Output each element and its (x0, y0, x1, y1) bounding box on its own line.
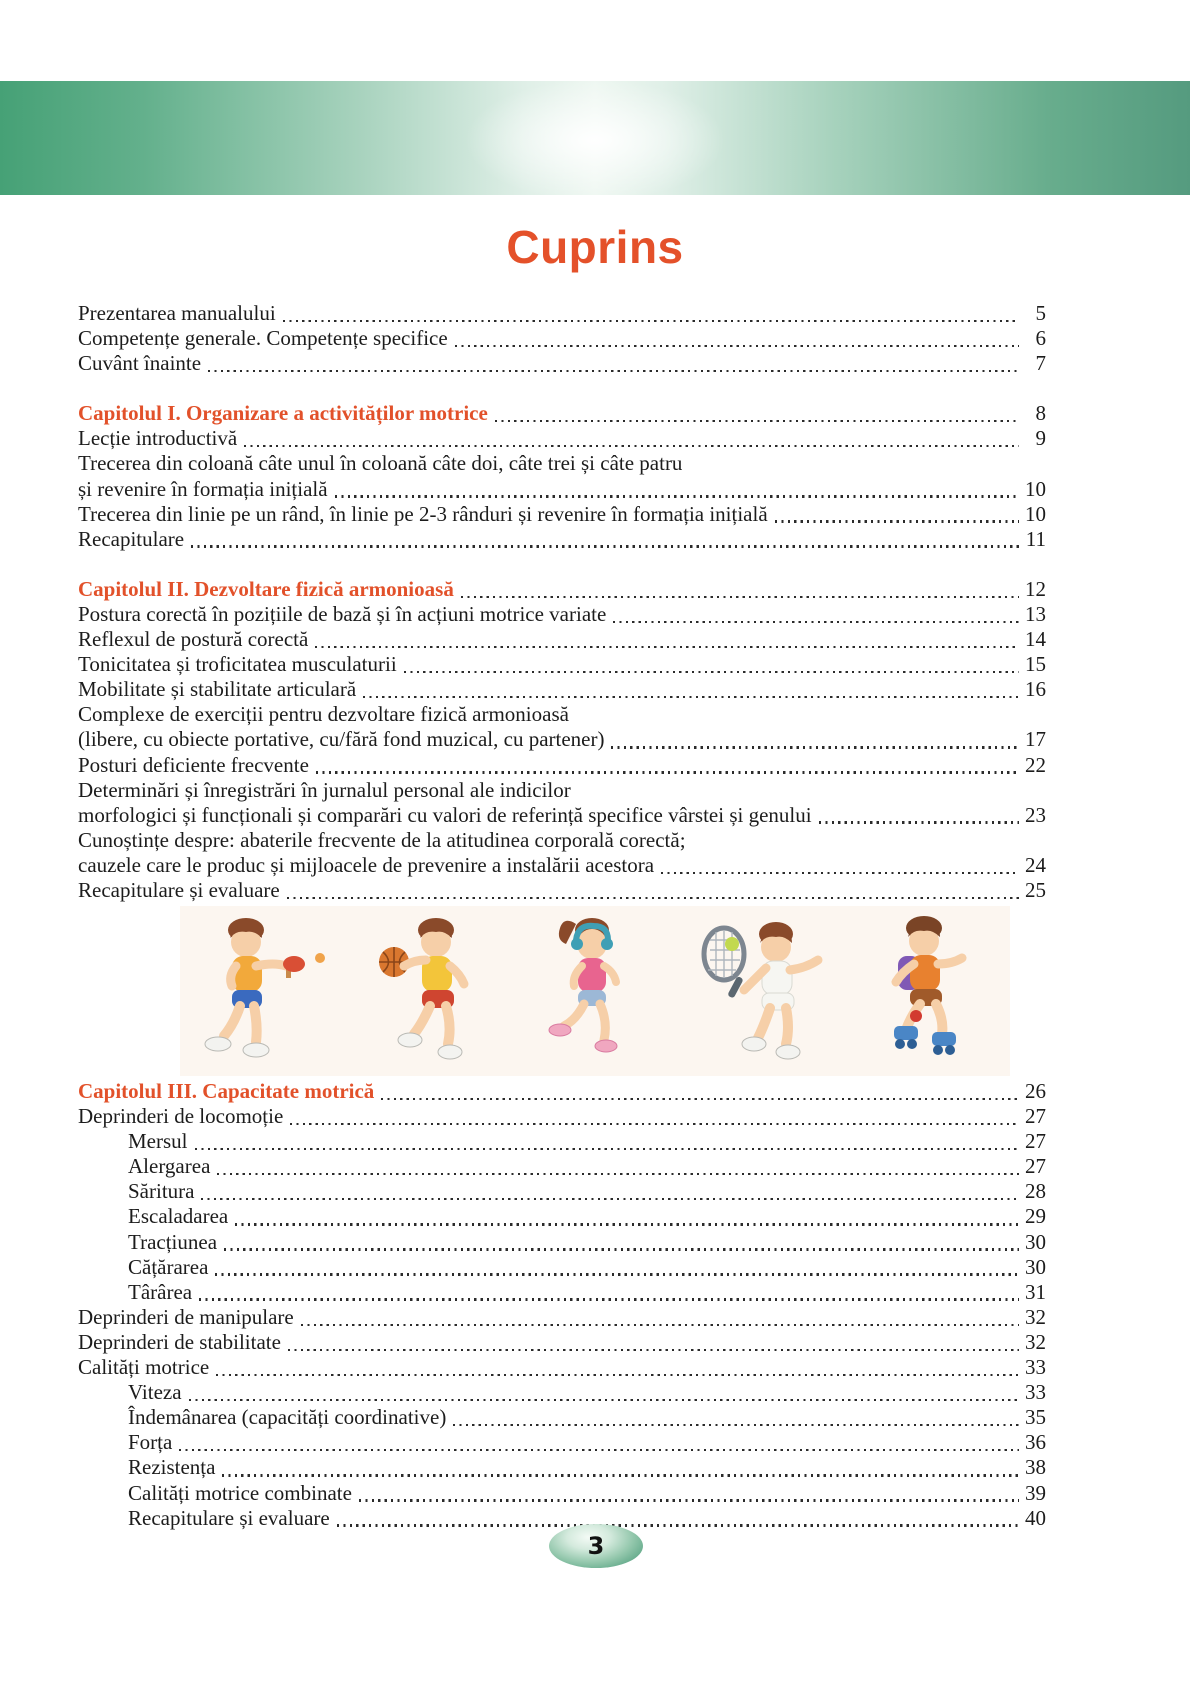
toc-entry-label: Calități motrice combinate (128, 1480, 352, 1505)
toc-entry-label: (libere, cu obiecte portative, cu/fără fond muzical, cu partener) (78, 727, 605, 752)
toc-entry-page: 11 (1025, 526, 1046, 551)
toc-dot-leader (216, 1374, 1019, 1376)
toc-entry-label: Posturi deficiente frecvente (78, 752, 309, 777)
toc-entry-label: Recapitulare și evaluare (128, 1505, 330, 1530)
toc-entry-page: 32 (1025, 1329, 1046, 1354)
toc-entry-page: 27 (1025, 1129, 1046, 1154)
toc-dot-leader (222, 1474, 1019, 1476)
toc-entry (78, 527, 1046, 552)
toc-dot-leader (819, 821, 1019, 823)
toc-entry-page: 28 (1025, 1179, 1046, 1204)
toc-dot-leader (611, 746, 1019, 748)
toc-entry-page: 10 (1025, 476, 1046, 501)
toc-entry (78, 727, 1046, 752)
toc-entry-page: 6 (1035, 326, 1046, 351)
toc-entry-label: Capitolul I. Organizare a activităților motrice (78, 401, 488, 426)
toc-dot-leader (453, 1424, 1019, 1426)
toc-entry-page: 38 (1025, 1455, 1046, 1480)
toc-entry-page: 17 (1025, 727, 1046, 752)
toc-entry-label: Tracțiunea (128, 1229, 218, 1254)
toc-entry-page: 40 (1025, 1505, 1046, 1530)
toc-entry-page: 25 (1025, 877, 1046, 902)
toc-entry-page: 13 (1025, 601, 1046, 626)
toc-entry-label: Cuvânt înainte (78, 351, 202, 376)
toc-entry-page: 26 (1025, 1079, 1046, 1103)
toc-dot-leader (189, 1399, 1019, 1401)
toc-entry-page: 24 (1025, 852, 1046, 877)
toc-dot-leader (224, 1248, 1019, 1250)
toc-section-gap (78, 552, 1046, 577)
toc-entry-label: Alergarea (128, 1154, 211, 1179)
toc-entry-page: 14 (1025, 627, 1046, 652)
toc-dot-leader (316, 771, 1019, 773)
toc-entry-page: 16 (1025, 677, 1046, 702)
toc-entry-label: Recapitulare (78, 526, 185, 551)
page-number: 3 (587, 1532, 605, 1560)
toc-entry-page: 27 (1025, 1104, 1046, 1129)
toc-dot-leader (191, 545, 1019, 547)
page-title: Cuprins (506, 221, 684, 273)
toc-entry-page: 33 (1025, 1380, 1046, 1405)
toc-entry-page: 9 (1035, 426, 1046, 451)
toc-entry-page: 12 (1025, 576, 1046, 601)
toc-entry (78, 1380, 1046, 1405)
toc-entry-label: Prezentarea manualului (78, 301, 276, 325)
header-band (0, 81, 1190, 195)
toc-entry-label: Escaladarea (128, 1204, 229, 1229)
toc-entry (78, 1255, 1046, 1280)
toc-entry (78, 1330, 1046, 1355)
toc-entry-page: 5 (1035, 301, 1046, 325)
toc-dot-leader (215, 1273, 1019, 1275)
sports-illustration (180, 906, 1010, 1076)
toc-entry-label: Trecerea din linie pe un rând, în linie pe 2-3 rânduri și revenire în formația inițială (78, 501, 768, 526)
toc-entry-label: Postura corectă în pozițiile de bază și în acțiuni motrice variate (78, 601, 607, 626)
toc-entry (78, 1204, 1046, 1229)
toc-entry-label: Trecerea din coloană câte unul în coloană câte doi, câte trei și câte patru (78, 451, 683, 476)
toc-dot-leader (301, 1324, 1019, 1326)
toc-entry-label: Competențe generale. Competențe specifice (78, 326, 448, 351)
toc-entry (78, 1506, 1046, 1531)
toc-dot-leader (315, 646, 1019, 648)
toc-dot-leader (381, 1098, 1019, 1100)
toc-entry (78, 602, 1046, 627)
toc-entry (78, 502, 1046, 527)
toc-entry-page: 30 (1025, 1229, 1046, 1254)
toc-entry-label: Calități motrice (78, 1355, 210, 1380)
toc-entry (78, 1179, 1046, 1204)
toc-dot-leader (775, 520, 1019, 522)
toc-dot-leader (461, 596, 1019, 598)
toc-entry-label: Rezistența (128, 1455, 216, 1480)
toc-entry-label: Deprinderi de stabilitate (78, 1329, 281, 1354)
toc-entry-page: 27 (1025, 1154, 1046, 1179)
toc-entry (78, 1455, 1046, 1480)
toc-entry-label: Determinări și înregistrări în jurnalul personal ale indicilor (78, 777, 571, 802)
toc-entry-label: Deprinderi de manipulare (78, 1304, 294, 1329)
toc-entry-label: Complexe de exerciții pentru dezvoltare fizică armonioasă (78, 702, 569, 727)
tennis-boy-illustration (680, 914, 840, 1072)
toc-dot-leader (613, 621, 1019, 623)
toc-entry (78, 1280, 1046, 1305)
toc-entry (78, 1355, 1046, 1380)
toc-entry-label: Mersul (128, 1129, 188, 1154)
toc-entry-page: 8 (1035, 401, 1046, 426)
toc-entry-label: Târârea (128, 1279, 193, 1304)
toc-dot-leader (290, 1123, 1019, 1125)
toc-dot-leader (455, 345, 1019, 347)
toc-entry-page: 39 (1025, 1480, 1046, 1505)
toc-entry-label: cauzele care le produc și mijloacele de prevenire a instalării acestora (78, 852, 655, 877)
jogging-girl-illustration (520, 914, 670, 1072)
toc-dot-leader (179, 1449, 1019, 1451)
toc-entry (78, 1079, 1046, 1104)
toc-entry-label: Tonicitatea și troficitatea musculaturii (78, 652, 397, 677)
toc-entry (78, 828, 1046, 853)
toc-entry-page: 15 (1025, 652, 1046, 677)
toc-entry-page: 29 (1025, 1204, 1046, 1229)
toc-entry (78, 1154, 1046, 1179)
toc-entry-label: Capitolul III. Capacitate motrică (78, 1079, 375, 1103)
toc-entry (78, 753, 1046, 778)
toc-dot-leader (337, 1524, 1019, 1526)
toc-dot-leader (195, 1148, 1020, 1150)
toc-entry (78, 301, 1046, 326)
toc-entry-label: Săritura (128, 1179, 195, 1204)
toc-entry (78, 1230, 1046, 1255)
toc-entry (78, 627, 1046, 652)
toc-entry-label: Capitolul II. Dezvoltare fizică armonioasă (78, 576, 454, 601)
page-number-badge (549, 1524, 643, 1568)
toc-dot-leader (363, 696, 1019, 698)
toc-entry-page: 35 (1025, 1405, 1046, 1430)
toc-entry (78, 477, 1046, 502)
toc-entry-page: 32 (1025, 1304, 1046, 1329)
toc-entry (78, 451, 1046, 476)
toc-dot-leader (201, 1198, 1019, 1200)
toc-entry-label: Îndemânarea (capacități coordinative) (128, 1405, 447, 1430)
toc-entry (78, 677, 1046, 702)
toc-entry-page: 30 (1025, 1254, 1046, 1279)
toc-entry (78, 351, 1046, 376)
toc-entry (78, 426, 1046, 451)
basketball-boy-illustration (360, 914, 510, 1072)
toc-entry-page: 33 (1025, 1355, 1046, 1380)
toc-dot-leader (335, 495, 1019, 497)
toc-dot-leader (661, 872, 1019, 874)
toc-list-bottom (78, 1079, 1046, 1531)
toc-entry-page: 31 (1025, 1279, 1046, 1304)
toc-entry (78, 878, 1046, 903)
toc-dot-leader (199, 1298, 1019, 1300)
toc-dot-leader (244, 445, 1019, 447)
toc-entry-page: 23 (1025, 802, 1046, 827)
toc-entry-label: morfologici și funcționali și comparări cu valori de referință specifice vârstei și genului (78, 802, 812, 827)
toc-entry (78, 326, 1046, 351)
toc-entry-page: 10 (1025, 501, 1046, 526)
toc-entry-page: 7 (1035, 351, 1046, 376)
toc-entry (78, 1405, 1046, 1430)
toc-entry-label: Viteza (128, 1380, 182, 1405)
toc-dot-leader (359, 1499, 1019, 1501)
toc-entry (78, 1430, 1046, 1455)
toc-entry-label: Cunoștințe despre: abaterile frecvente de la atitudinea corporală corectă; (78, 827, 686, 852)
toc-entry (78, 1481, 1046, 1506)
table-tennis-boy-illustration (190, 914, 350, 1072)
toc-entry (78, 702, 1046, 727)
toc-entry (78, 652, 1046, 677)
toc-dot-leader (283, 320, 1019, 322)
toc-dot-leader (235, 1223, 1019, 1225)
toc-entry-label: și revenire în formația inițială (78, 476, 328, 501)
toc-entry-label: Lecție introductivă (78, 426, 238, 451)
toc-entry (78, 1305, 1046, 1330)
toc-entry-page: 22 (1025, 752, 1046, 777)
toc-dot-leader (404, 671, 1019, 673)
toc-dot-leader (288, 1349, 1019, 1351)
toc-entry (78, 778, 1046, 803)
toc-entry-label: Mobilitate și stabilitate articulară (78, 677, 357, 702)
toc-dot-leader (208, 370, 1019, 372)
toc-entry-page: 36 (1025, 1430, 1046, 1455)
toc-entry (78, 853, 1046, 878)
toc-entry-label: Reflexul de postură corectă (78, 627, 309, 652)
toc-entry (78, 577, 1046, 602)
toc-entry (78, 1104, 1046, 1129)
toc-dot-leader (495, 420, 1019, 422)
toc-dot-leader (217, 1173, 1019, 1175)
toc-entry-label: Deprinderi de locomoție (78, 1104, 284, 1129)
toc-entry-label: Recapitulare și evaluare (78, 877, 280, 902)
toc-dot-leader (287, 897, 1019, 899)
toc-entry (78, 401, 1046, 426)
rollerblading-boy-illustration (850, 914, 1000, 1072)
toc-section-gap (78, 376, 1046, 401)
toc-list-top (78, 301, 1046, 903)
toc-entry (78, 1129, 1046, 1154)
toc-entry (78, 803, 1046, 828)
toc-entry-label: Forța (128, 1430, 173, 1455)
toc-entry-label: Cățărarea (128, 1254, 209, 1279)
